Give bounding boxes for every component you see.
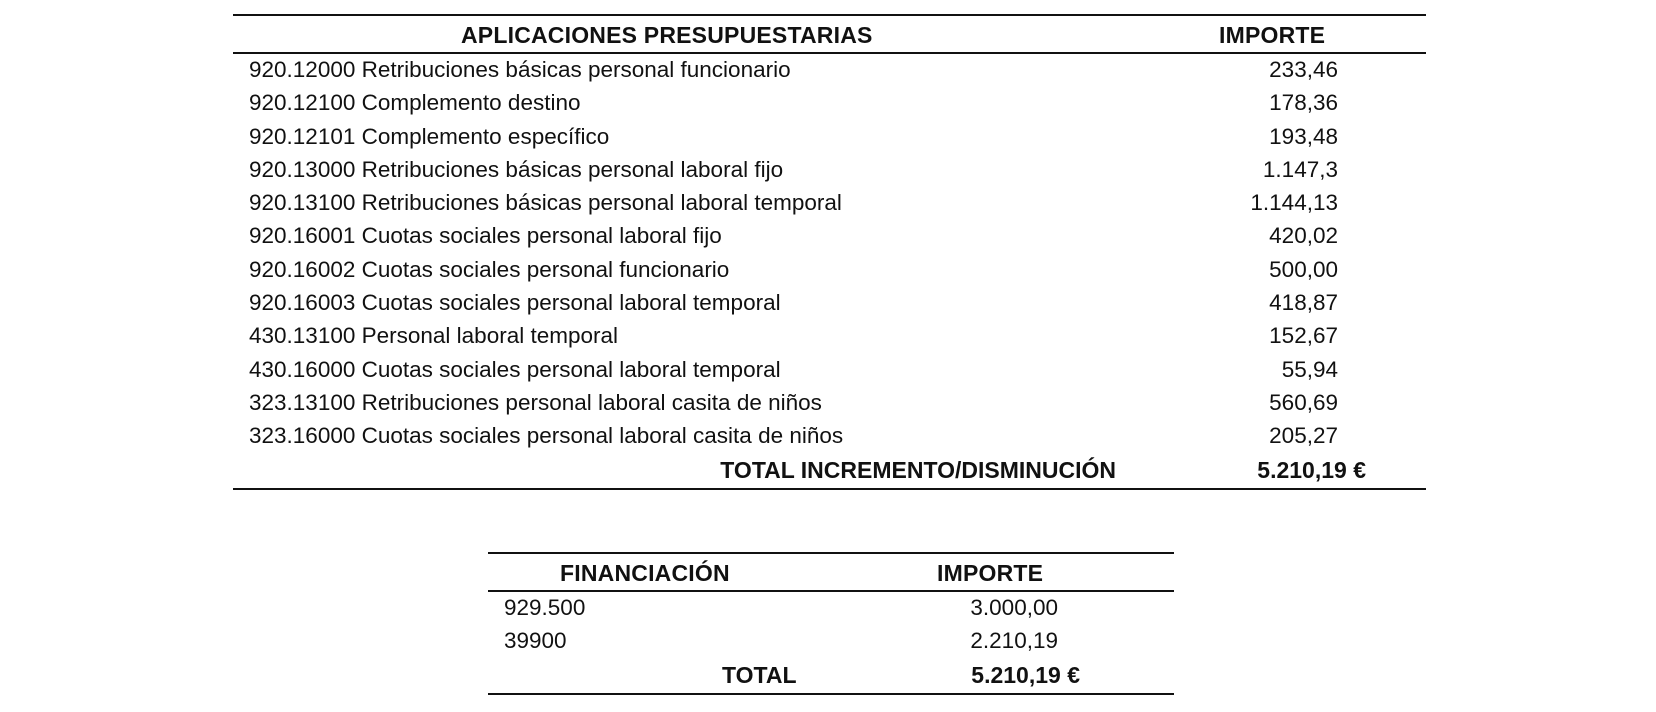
budget-applications-table — [233, 14, 1426, 490]
row-description: 430.13100 Personal laboral temporal — [249, 323, 618, 349]
row-description: 920.13100 Retribuciones básicas personal laboral temporal — [249, 190, 842, 216]
row-amount: 152,67 — [1269, 323, 1338, 349]
row-description: 920.16003 Cuotas sociales personal laboral temporal — [249, 290, 781, 316]
table-row — [233, 354, 1426, 387]
table-header — [488, 554, 1174, 590]
table-bottom-rule — [488, 693, 1174, 695]
table-row — [233, 254, 1426, 287]
table-row — [233, 87, 1426, 120]
row-amount: 560,69 — [1269, 389, 1338, 415]
total-amount: 5.210,19 € — [971, 661, 1080, 688]
table-row — [233, 220, 1426, 253]
header-concept: APLICACIONES PRESUPUESTARIAS — [461, 22, 873, 48]
row-description: 430.16000 Cuotas sociales personal laboral temporal — [249, 356, 781, 382]
table-row — [233, 187, 1426, 220]
table-row — [233, 121, 1426, 154]
total-row — [488, 659, 1174, 693]
total-label: TOTAL INCREMENTO/DISMINUCIÓN — [720, 456, 1116, 483]
table-row — [233, 287, 1426, 320]
table-header — [233, 16, 1426, 52]
row-amount: 193,48 — [1269, 123, 1338, 149]
table-row — [488, 625, 1174, 658]
row-description: 920.12000 Retribuciones básicas personal funcionario — [249, 57, 791, 82]
row-description: 920.12100 Complemento destino — [249, 90, 581, 116]
row-code: 39900 — [504, 628, 567, 654]
table-row — [233, 420, 1426, 453]
total-amount: 5.210,19 € — [1257, 456, 1366, 483]
table-row — [233, 320, 1426, 353]
row-amount: 1.147,3 — [1262, 156, 1338, 182]
total-label: TOTAL — [722, 661, 797, 688]
row-amount: 418,87 — [1269, 290, 1338, 316]
row-amount: 178,36 — [1269, 90, 1338, 116]
table-row — [233, 54, 1426, 87]
row-amount: 233,46 — [1269, 57, 1338, 82]
table-row — [233, 387, 1426, 420]
row-description: 323.16000 Cuotas sociales personal laboral casita de niños — [249, 423, 844, 449]
row-amount: 55,94 — [1281, 356, 1338, 382]
table-row — [488, 592, 1174, 625]
row-description: 920.12101 Complemento específico — [249, 123, 610, 149]
row-amount: 205,27 — [1269, 423, 1338, 449]
row-code: 929.500 — [504, 595, 586, 620]
row-amount: 3.000,00 — [970, 595, 1058, 620]
table-row — [233, 154, 1426, 187]
row-description: 323.13100 Retribuciones personal laboral casita de niños — [249, 389, 822, 415]
row-amount: 2.210,19 — [970, 628, 1058, 654]
table-bottom-rule — [233, 488, 1426, 490]
header-financing: FINANCIACIÓN — [560, 560, 730, 586]
header-amount: IMPORTE — [1219, 22, 1326, 48]
financing-table — [488, 552, 1174, 695]
row-amount: 1.144,13 — [1250, 190, 1338, 216]
total-row — [233, 454, 1426, 488]
row-description: 920.13000 Retribuciones básicas personal laboral fijo — [249, 156, 784, 182]
header-amount: IMPORTE — [937, 560, 1044, 586]
row-description: 920.16002 Cuotas sociales personal funcionario — [249, 256, 730, 282]
row-description: 920.16001 Cuotas sociales personal laboral fijo — [249, 223, 722, 249]
row-amount: 420,02 — [1269, 223, 1338, 249]
row-amount: 500,00 — [1269, 256, 1338, 282]
